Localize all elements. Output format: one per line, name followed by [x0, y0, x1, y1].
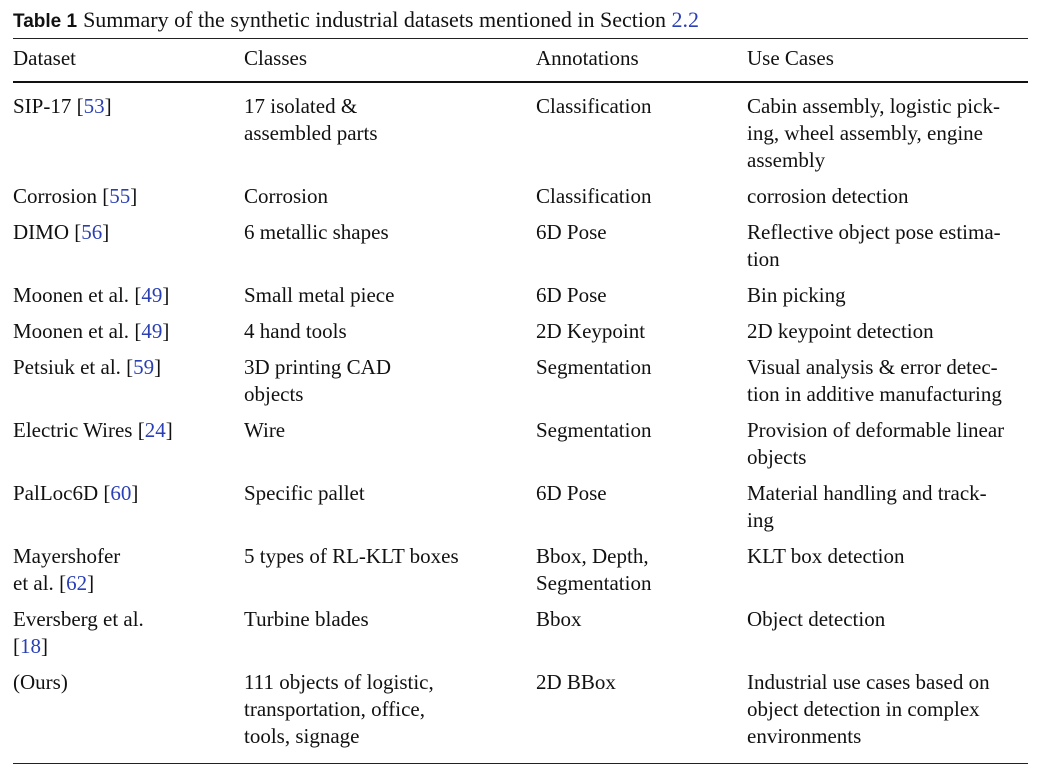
cell-use-cases: Provision of deformable linear objects [747, 418, 1005, 469]
dataset-name: Electric Wires [13, 418, 138, 442]
cell-classes: Turbine blades [244, 607, 369, 631]
cell-classes: 4 hand tools [244, 319, 347, 343]
table-row [13, 82, 1028, 183]
table-caption [13, 6, 1028, 38]
table-row [13, 669, 1028, 763]
dataset-name: Moonen et al. [13, 319, 135, 343]
cell-dataset: Petsiuk et al. [59] [13, 355, 162, 379]
citation-link[interactable]: 24 [144, 418, 166, 442]
cell-use-cases: Industrial use cases based on object detection in complex environments [747, 670, 990, 748]
cell-dataset: PalLoc6D [60] [13, 481, 139, 505]
table-label: Table 1 [13, 11, 78, 32]
cell-classes: 111 objects of logistic, transportation, office, tools, signage [244, 670, 434, 748]
cell-dataset: Moonen et al. [49] [13, 319, 170, 343]
table-row [13, 183, 1028, 219]
table-row [13, 417, 1028, 480]
datasets-table [13, 38, 1028, 763]
cell-classes: 5 types of RL-KLT boxes [244, 544, 459, 568]
cell-use-cases: Reflective object pose estima- tion [747, 220, 1001, 271]
cell-use-cases: Material handling and track- ing [747, 481, 987, 532]
header-dataset: Dataset [13, 46, 76, 70]
cell-use-cases: Cabin assembly, logistic pick- ing, wheel assembly, engine assembly [747, 94, 1000, 172]
table-row [13, 318, 1028, 354]
cell-annotations: 2D BBox [536, 670, 616, 694]
citation-link[interactable]: 49 [141, 283, 163, 307]
cell-annotations: Bbox [536, 607, 582, 631]
cell-dataset: Electric Wires [24] [13, 418, 173, 442]
table-row [13, 606, 1028, 669]
cell-classes: Wire [244, 418, 286, 442]
dataset-name: (Ours) [13, 670, 68, 694]
citation-link[interactable]: 62 [66, 571, 88, 595]
bottom-rule [13, 763, 1028, 764]
cell-annotations: 2D Keypoint [536, 319, 646, 343]
citation-link[interactable]: 18 [20, 634, 41, 658]
section-link[interactable]: 2.2 [671, 7, 699, 32]
header-classes: Classes [244, 46, 307, 70]
dataset-name: PalLoc6D [13, 481, 104, 505]
dataset-name: Moonen et al. [13, 283, 135, 307]
cell-classes: Corrosion [244, 184, 328, 208]
dataset-name: Eversberg et al. [13, 607, 144, 631]
table-row [13, 354, 1028, 417]
table-figure [13, 6, 1028, 764]
citation-link[interactable]: 59 [133, 355, 155, 379]
dataset-name: Corrosion [13, 184, 103, 208]
cell-annotations: Segmentation [536, 355, 652, 379]
cell-annotations: 6D Pose [536, 283, 607, 307]
cell-use-cases: Object detection [747, 607, 886, 631]
citation-link[interactable]: 49 [141, 319, 163, 343]
cell-dataset: Mayershofer et al. [62] [13, 544, 121, 595]
cell-annotations: Segmentation [536, 418, 652, 442]
citation-link[interactable]: 55 [109, 184, 131, 208]
cell-annotations: 6D Pose [536, 481, 607, 505]
table-row [13, 219, 1028, 282]
caption-text: Summary of the synthetic industrial datasets mentioned in Section [83, 7, 672, 32]
cell-annotations: 6D Pose [536, 220, 607, 244]
header-use-cases: Use Cases [747, 46, 834, 70]
dataset-name: Mayershofer et al. [13, 544, 121, 595]
cell-classes: 17 isolated & assembled parts [244, 94, 378, 145]
header-row [13, 39, 1028, 83]
cell-use-cases: KLT box detection [747, 544, 905, 568]
cell-classes: 6 metallic shapes [244, 220, 389, 244]
dataset-name: Petsiuk et al. [13, 355, 127, 379]
cell-dataset: Eversberg et al. [18] [13, 607, 144, 658]
table-row [13, 480, 1028, 543]
cell-classes: Specific pallet [244, 481, 365, 505]
cell-classes: 3D printing CAD objects [244, 355, 391, 406]
citation-link[interactable]: 60 [110, 481, 132, 505]
cell-dataset: DIMO [56] [13, 220, 110, 244]
cell-annotations: Bbox, Depth, Segmentation [536, 544, 652, 595]
cell-dataset: Moonen et al. [49] [13, 283, 170, 307]
cell-use-cases: corrosion detection [747, 184, 909, 208]
cell-use-cases: Visual analysis & error detec- tion in additive manufacturing [747, 355, 1002, 406]
cell-classes: Small metal piece [244, 283, 395, 307]
cell-dataset: SIP-17 [53] [13, 94, 112, 118]
cell-dataset: Corrosion [55] [13, 184, 138, 208]
dataset-name: DIMO [13, 220, 75, 244]
cell-use-cases: Bin picking [747, 283, 846, 307]
dataset-name: SIP-17 [13, 94, 77, 118]
cell-dataset [13, 669, 244, 763]
cell-use-cases: 2D keypoint detection [747, 319, 934, 343]
citation-link[interactable]: 53 [83, 94, 105, 118]
cell-annotations: Classification [536, 184, 652, 208]
header-annotations: Annotations [536, 46, 639, 70]
citation-link[interactable]: 56 [81, 220, 103, 244]
table-row [13, 282, 1028, 318]
table-row [13, 543, 1028, 606]
cell-annotations: Classification [536, 94, 652, 118]
